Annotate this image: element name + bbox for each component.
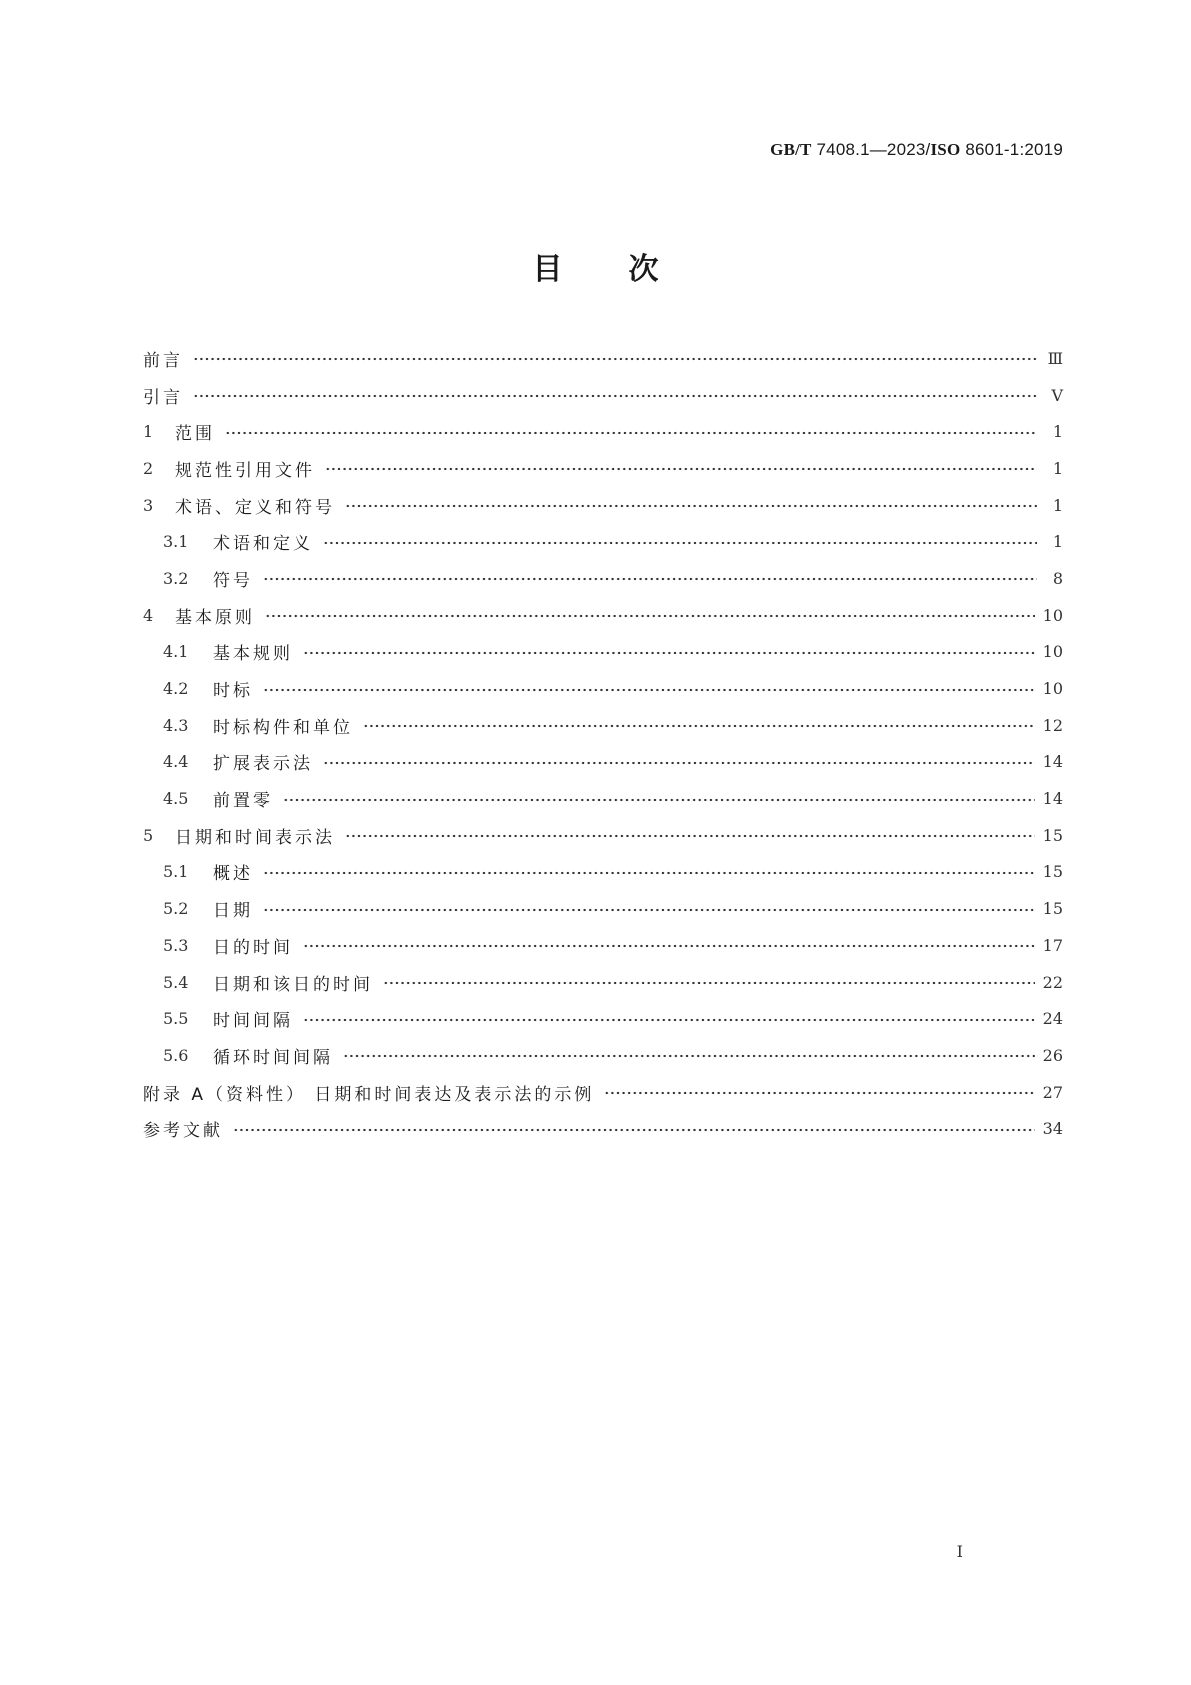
toc-entry[interactable] bbox=[143, 817, 1063, 854]
toc-entry-label: 前言 bbox=[143, 350, 183, 371]
toc-entry-page: 12 bbox=[1042, 715, 1063, 735]
toc-entry-label: 日期 bbox=[213, 901, 253, 922]
toc-entry-label: 概述 bbox=[213, 864, 253, 885]
toc-dot-leader bbox=[263, 576, 1037, 582]
toc-entry-page: Ⅴ bbox=[1051, 385, 1063, 405]
toc-entry-number: 4 bbox=[143, 605, 154, 625]
toc-entry[interactable] bbox=[143, 1074, 1063, 1111]
toc-dot-leader bbox=[343, 1053, 1035, 1059]
toc-entry-label: 术语、定义和符号 bbox=[175, 497, 335, 518]
toc-entry[interactable] bbox=[143, 377, 1063, 414]
toc-entry[interactable] bbox=[143, 1000, 1063, 1037]
toc-entry-page: 14 bbox=[1042, 789, 1063, 809]
toc-entry-label: 符号 bbox=[213, 570, 253, 591]
toc-entry-number: 3.1 bbox=[163, 532, 189, 552]
toc-entry-number: 5.1 bbox=[163, 862, 189, 882]
toc-entry-label: 引言 bbox=[143, 387, 183, 408]
toc-entry-number: 4.1 bbox=[163, 642, 189, 662]
toc-entry[interactable] bbox=[143, 964, 1063, 1001]
toc-entry-number: 4.2 bbox=[163, 679, 189, 699]
toc-entry[interactable] bbox=[143, 744, 1063, 781]
toc-entry-page: 1 bbox=[1052, 495, 1063, 515]
iso-number: 8601-1:2019 bbox=[960, 140, 1063, 159]
toc-entry-number: 5.3 bbox=[163, 935, 189, 955]
toc-entry-page: 1 bbox=[1052, 458, 1063, 478]
toc-entry-label: 基本原则 bbox=[175, 607, 255, 628]
toc-entry-label: 术语和定义 bbox=[213, 534, 313, 555]
toc-dot-leader bbox=[323, 760, 1035, 766]
toc-entry-page: 24 bbox=[1042, 1009, 1063, 1029]
toc-entry-label: 参考文献 bbox=[143, 1121, 223, 1142]
toc-entry[interactable] bbox=[143, 597, 1063, 634]
toc-entry-page: 15 bbox=[1042, 862, 1063, 882]
toc-entry-page: 8 bbox=[1052, 568, 1063, 588]
toc-entry-page: 14 bbox=[1042, 752, 1063, 772]
toc-entry[interactable] bbox=[143, 1110, 1063, 1147]
toc-entry-page: 22 bbox=[1042, 972, 1063, 992]
toc-dot-leader bbox=[325, 466, 1037, 472]
page-title: 目次 bbox=[532, 252, 725, 287]
toc-dot-leader bbox=[303, 943, 1035, 949]
toc-entry[interactable] bbox=[143, 890, 1063, 927]
toc-entry-page: 27 bbox=[1042, 1082, 1063, 1102]
toc-entry[interactable] bbox=[143, 450, 1063, 487]
toc-entry[interactable] bbox=[143, 523, 1063, 560]
toc-entry-label: 扩展表示法 bbox=[213, 754, 313, 775]
toc-dot-leader bbox=[383, 980, 1035, 986]
toc-entry-number: 5.4 bbox=[163, 972, 189, 992]
toc-entry-label: 时间间隔 bbox=[213, 1011, 293, 1032]
toc-entry-label: 循环时间间隔 bbox=[213, 1047, 333, 1068]
toc-entry-label: 日期和时间表示法 bbox=[175, 827, 335, 848]
toc-entry[interactable] bbox=[143, 1037, 1063, 1074]
toc-entry-number: 2 bbox=[143, 458, 154, 478]
toc-dot-leader bbox=[345, 503, 1037, 509]
toc-dot-leader bbox=[303, 1017, 1035, 1023]
toc-entry-label: 时标构件和单位 bbox=[213, 717, 353, 738]
toc-entry-page: 34 bbox=[1042, 1119, 1063, 1139]
toc-entry-page: 10 bbox=[1042, 605, 1063, 625]
toc-entry-label: 范围 bbox=[175, 424, 215, 445]
toc-entry-label: 时标 bbox=[213, 681, 253, 702]
toc-entry-number: 5.6 bbox=[163, 1045, 189, 1065]
toc-dot-leader bbox=[263, 687, 1035, 693]
toc-dot-leader bbox=[604, 1090, 1034, 1096]
toc-entry-page: 17 bbox=[1042, 935, 1063, 955]
toc-entry[interactable] bbox=[143, 340, 1063, 377]
toc-entry[interactable] bbox=[143, 487, 1063, 524]
toc-entry-number: 3.2 bbox=[163, 568, 189, 588]
toc-entry-label: 基本规则 bbox=[213, 644, 293, 665]
toc-entry-number: 1 bbox=[143, 422, 154, 442]
toc-entry-label: 前置零 bbox=[213, 791, 273, 812]
toc-entry[interactable] bbox=[143, 707, 1063, 744]
toc-entry-number: 4.4 bbox=[163, 752, 189, 772]
toc-entry-label: 规范性引用文件 bbox=[175, 460, 315, 481]
toc-entry-number: 3 bbox=[143, 495, 154, 515]
toc-dot-leader bbox=[193, 356, 1037, 362]
toc-dot-leader bbox=[263, 907, 1035, 913]
toc-entry-number: 4.3 bbox=[163, 715, 189, 735]
table-of-contents bbox=[143, 340, 1063, 1147]
toc-dot-leader bbox=[263, 870, 1035, 876]
toc-dot-leader bbox=[265, 613, 1035, 619]
toc-entry-number: 4.5 bbox=[163, 789, 189, 809]
toc-entry-label: 日期和该日的时间 bbox=[213, 974, 373, 995]
toc-dot-leader bbox=[345, 833, 1035, 839]
toc-dot-leader bbox=[363, 723, 1035, 729]
toc-entry-page: 1 bbox=[1052, 422, 1063, 442]
toc-entry-number: 5 bbox=[143, 825, 154, 845]
page-number: Ⅰ bbox=[956, 1542, 963, 1561]
toc-entry-label: 日的时间 bbox=[213, 937, 293, 958]
toc-entry[interactable] bbox=[143, 634, 1063, 671]
toc-entry-label: 附录 A（资料性） 日期和时间表达及表示法的示例 bbox=[143, 1084, 595, 1105]
std-number: 7408.1—2023/ bbox=[811, 140, 931, 159]
toc-entry-page: 15 bbox=[1042, 899, 1063, 919]
toc-dot-leader bbox=[233, 1127, 1035, 1133]
toc-dot-leader bbox=[303, 650, 1035, 656]
toc-entry-page: 1 bbox=[1052, 532, 1063, 552]
toc-entry[interactable] bbox=[143, 780, 1063, 817]
toc-entry-number: 5.5 bbox=[163, 1009, 189, 1029]
toc-entry-page: Ⅲ bbox=[1047, 348, 1063, 368]
toc-dot-leader bbox=[323, 540, 1037, 546]
iso-prefix: ISO bbox=[930, 140, 961, 159]
toc-dot-leader bbox=[225, 430, 1037, 436]
toc-entry[interactable] bbox=[143, 560, 1063, 597]
toc-entry[interactable] bbox=[143, 670, 1063, 707]
toc-entry-page: 10 bbox=[1042, 679, 1063, 699]
toc-entry[interactable] bbox=[143, 854, 1063, 891]
toc-dot-leader bbox=[193, 393, 1037, 399]
toc-entry-number: 5.2 bbox=[163, 899, 189, 919]
toc-dot-leader bbox=[283, 797, 1035, 803]
toc-entry-page: 15 bbox=[1042, 825, 1063, 845]
std-prefix: GB/T bbox=[770, 140, 812, 159]
toc-entry[interactable] bbox=[143, 413, 1063, 450]
standard-number-header bbox=[770, 140, 1063, 160]
toc-entry[interactable] bbox=[143, 927, 1063, 964]
toc-entry-page: 10 bbox=[1042, 642, 1063, 662]
toc-entry-page: 26 bbox=[1042, 1045, 1063, 1065]
